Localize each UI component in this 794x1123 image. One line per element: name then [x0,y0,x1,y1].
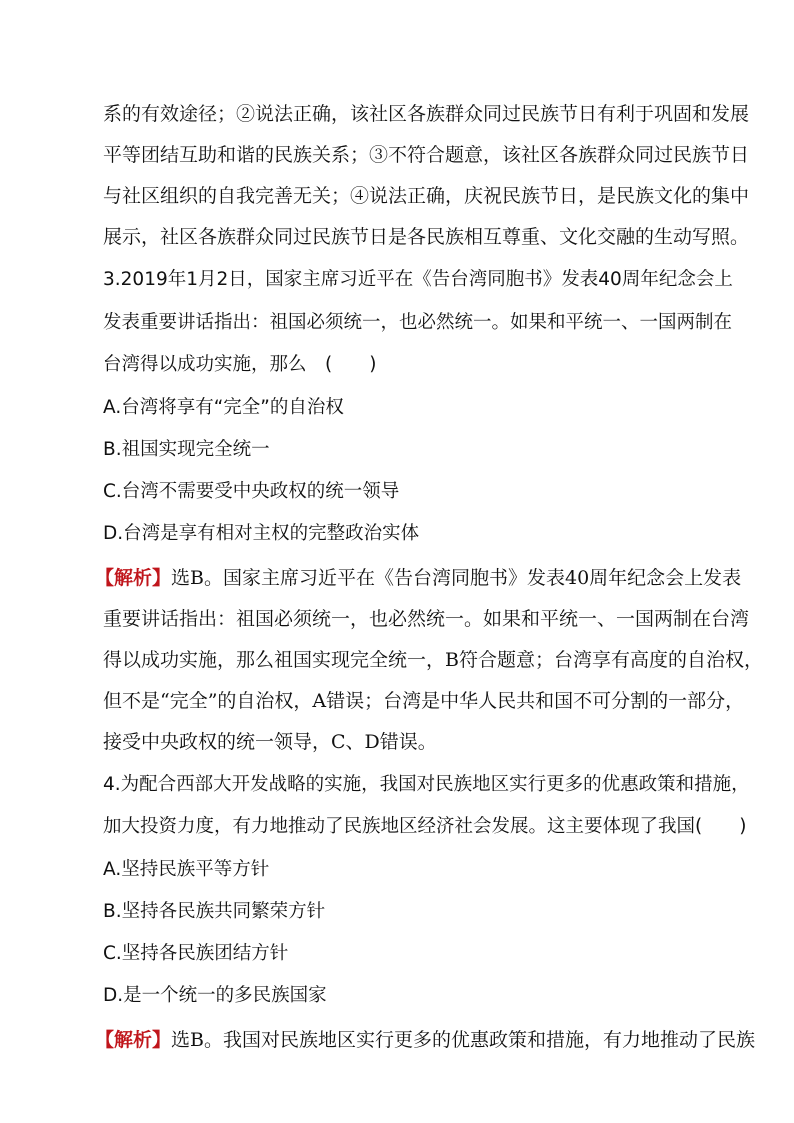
q3-option-b: B.祖国实现完全统一 [103,439,270,460]
q3-explanation-line-4: 但不是“完全”的自治权，A错误；台湾是中华人民共和国不可分割的一部分， [103,690,745,712]
prev-explanation-line-2: 平等团结互助和谐的民族关系；③不符合题意，该社区各族群众同过民族节日 [103,144,750,166]
q3-stem-line-2: 发表重要讲话指出：祖国必须统一，也必然统一。如果和平统一、一国两制在 [103,312,733,333]
prev-explanation-line-3: 与社区组织的自我完善无关；④说法正确，庆祝民族节日，是民族文化的集中 [103,185,750,207]
q4-stem-line-1: 4.为配合西部大开发战略的实施，我国对民族地区实行更多的优惠政策和措施， [103,774,750,795]
q4-explanation-text-1: 选B。我国对民族地区实行更多的优惠政策和措施，有力地推动了民族 [171,1029,755,1051]
q3-explanation-line-1 [95,566,742,590]
q3-option-d: D.台湾是享有相对主权的完整政治实体 [103,523,420,544]
q3-option-c: C.台湾不需要受中央政权的统一领导 [103,481,400,502]
explanation-tag: 【解析】 [95,1029,172,1051]
q4-option-c: C.坚持各民族团结方针 [103,943,289,964]
explanation-tag: 【解析】 [95,567,172,589]
q4-option-b: B.坚持各民族共同繁荣方针 [103,901,326,922]
q4-stem-line-2: 加大投资力度，有力地推动了民族地区经济社会发展。这主要体现了我国( ) [103,816,747,837]
q3-option-a: A.台湾将享有“完全”的自治权 [103,397,344,418]
q3-stem-line-3: 台湾得以成功实施，那么 ( ) [103,354,377,375]
q4-option-d: D.是一个统一的多民族国家 [103,985,327,1006]
prev-explanation-line-1: 系的有效途径；②说法正确，该社区各族群众同过民族节日有利于巩固和发展 [103,103,750,125]
q4-option-a: A.坚持民族平等方针 [103,859,270,880]
q3-explanation-line-2: 重要讲话指出：祖国必须统一，也必然统一。如果和平统一、一国两制在台湾 [103,608,750,630]
q4-explanation-line-1 [95,1028,755,1052]
q3-explanation-text-1: 选B。国家主席习近平在《告台湾同胞书》发表40周年纪念会上发表 [171,567,742,589]
q3-explanation-line-3: 得以成功实施，那么祖国实现完全统一，B符合题意；台湾享有高度的自治权， [103,649,763,671]
q3-stem-line-1: 3.2019年1月2日，国家主席习近平在《告台湾同胞书》发表40周年纪念会上 [103,269,733,290]
prev-explanation-line-4: 展示，社区各族群众同过民族节日是各民族相互尊重、文化交融的生动写照。 [103,226,750,248]
q3-explanation-line-5: 接受中央政权的统一领导，C、D错误。 [103,731,437,753]
